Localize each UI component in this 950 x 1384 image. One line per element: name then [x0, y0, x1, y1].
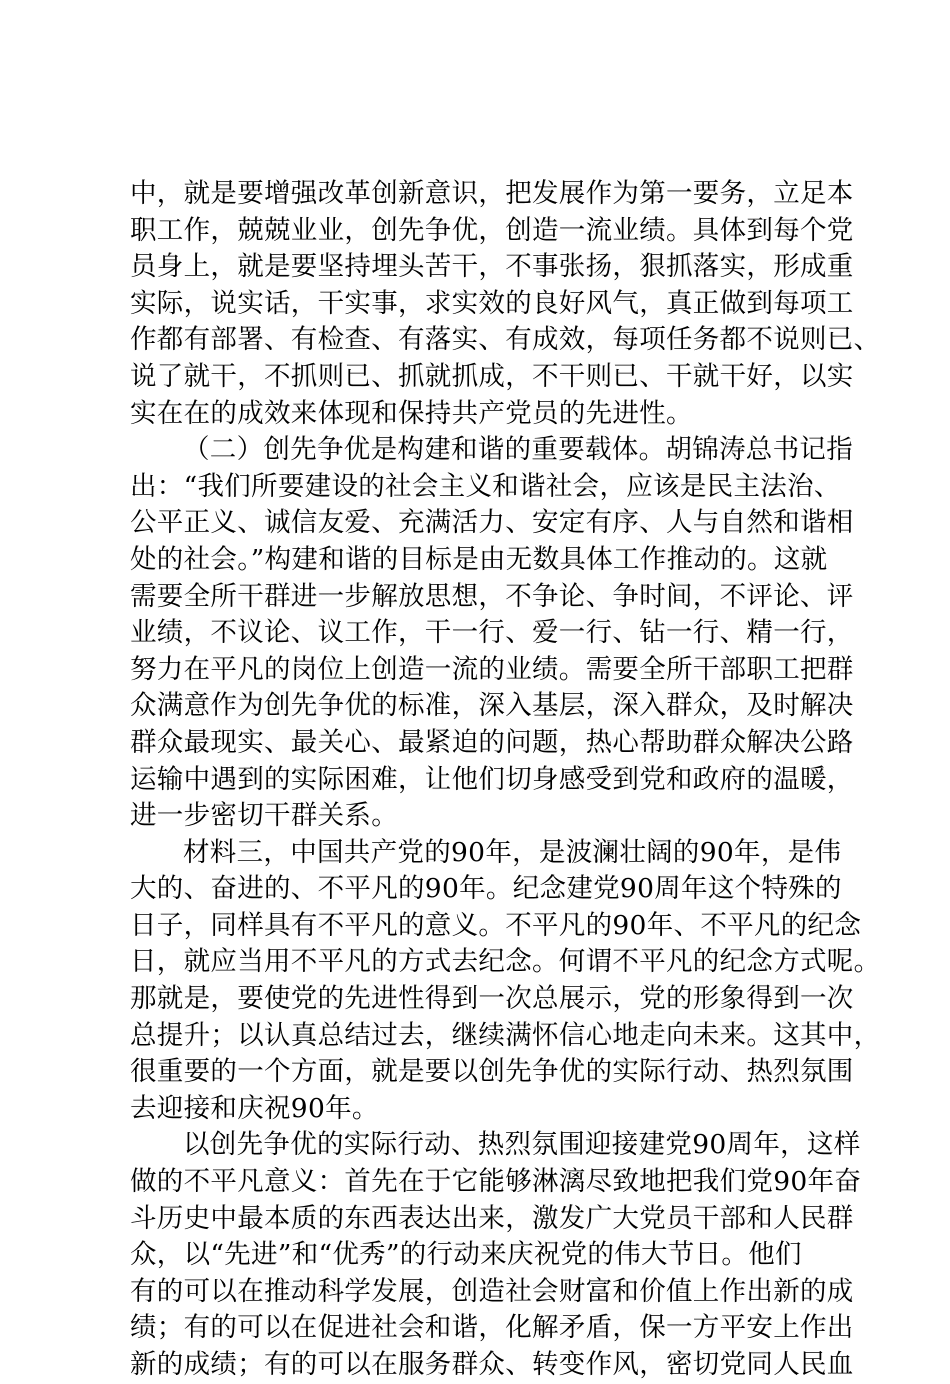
text-line-first: 材料三，中国共产党的90年，是波澜壮阔的90年，是伟 [183, 836, 842, 868]
text-line: 处的社会。”构建和谐的目标是由无数具体工作推动的。这就 [130, 543, 828, 575]
text-line: 实在在的成效来体现和保持共产党员的先进性。 [130, 397, 693, 429]
text-line: 新的成绩；有的可以在服务群众、转变作风，密切党同人民血 [130, 1349, 854, 1380]
text-line: 作都有部署、有检查、有落实、有成效，每项任务都不说则已、 [130, 324, 881, 356]
text-line-first: （二）创先争优是构建和谐的重要载体。胡锦涛总书记指 [183, 434, 853, 466]
text-line: 那就是，要使党的先进性得到一次总展示，党的形象得到一次 [130, 983, 854, 1015]
text-line: 实际，说实话，干实事，求实效的良好风气，真正做到每项工 [130, 287, 854, 319]
text-line: 群众最现实、最关心、最紧迫的问题，热心帮助群众解决公路 [130, 726, 854, 758]
text-line: 运输中遇到的实际困难，让他们切身感受到党和政府的温暖， [130, 763, 854, 795]
text-line: 努力在平凡的岗位上创造一流的业绩。需要全所干部职工把群 [130, 653, 854, 685]
text-line: 去迎接和庆祝90年。 [130, 1092, 379, 1124]
text-line: 员身上，就是要坚持埋头苦干，不事张扬，狠抓落实，形成重 [130, 251, 854, 283]
text-line: 做的不平凡意义：首先在于它能够淋漓尽致地把我们党90年奋 [130, 1166, 862, 1198]
paragraph-3 [130, 835, 881, 1128]
paragraph-4 [130, 1127, 862, 1383]
text-line: 日，就应当用不平凡的方式去纪念。何谓不平凡的纪念方式呢。 [130, 946, 881, 978]
text-line: 职工作，兢兢业业，创先争优，创造一流业绩。具体到每个党 [130, 214, 854, 246]
text-line-first: 以创先争优的实际行动、热烈氛围迎接建党90周年，这样 [183, 1129, 861, 1161]
text-line: 众，以“先进”和“优秀”的行动来庆祝党的伟大节日。他们 [130, 1239, 802, 1271]
text-line: 进一步密切干群关系。 [130, 800, 398, 832]
text-line: 绩；有的可以在促进社会和谐，化解矛盾，保一方平安上作出 [130, 1312, 854, 1344]
text-line: 中，就是要增强改革创新意识，把发展作为第一要务，立足本 [130, 178, 854, 209]
document-body [130, 176, 881, 1384]
text-line: 说了就干，不抓则已、抓就抓成，不干则已、干就干好，以实 [130, 360, 854, 392]
text-line: 日子，同样具有不平凡的意义。不平凡的90年、不平凡的纪念 [130, 909, 862, 941]
text-line: 大的、奋进的、不平凡的90年。纪念建党90周年这个特殊的 [130, 873, 842, 905]
text-line: 业绩，不议论、议工作，干一行、爱一行、钻一行、精一行， [130, 617, 854, 649]
text-line: 总提升；以认真总结过去，继续满怀信心地走向未来。这其中， [130, 1019, 881, 1051]
paragraph-1 [130, 176, 881, 432]
text-line: 出：“我们所要建设的社会主义和谐社会，应该是民主法治、 [130, 470, 841, 502]
text-line: 需要全所干群进一步解放思想，不争论、争时间，不评论、评 [130, 580, 854, 612]
text-line: 很重要的一个方面，就是要以创先争优的实际行动、热烈氛围 [130, 1056, 854, 1088]
text-line: 公平正义、诚信友爱、充满活力、安定有序、人与自然和谐相 [130, 507, 854, 539]
text-line: 有的可以在推动科学发展，创造社会财富和价值上作出新的成 [130, 1275, 854, 1307]
paragraph-2 [130, 432, 858, 835]
text-line: 众满意作为创先争优的标准，深入基层，深入群众，及时解决 [130, 690, 854, 722]
text-line: 斗历史中最本质的东西表达出来，激发广大党员干部和人民群 [130, 1202, 854, 1234]
